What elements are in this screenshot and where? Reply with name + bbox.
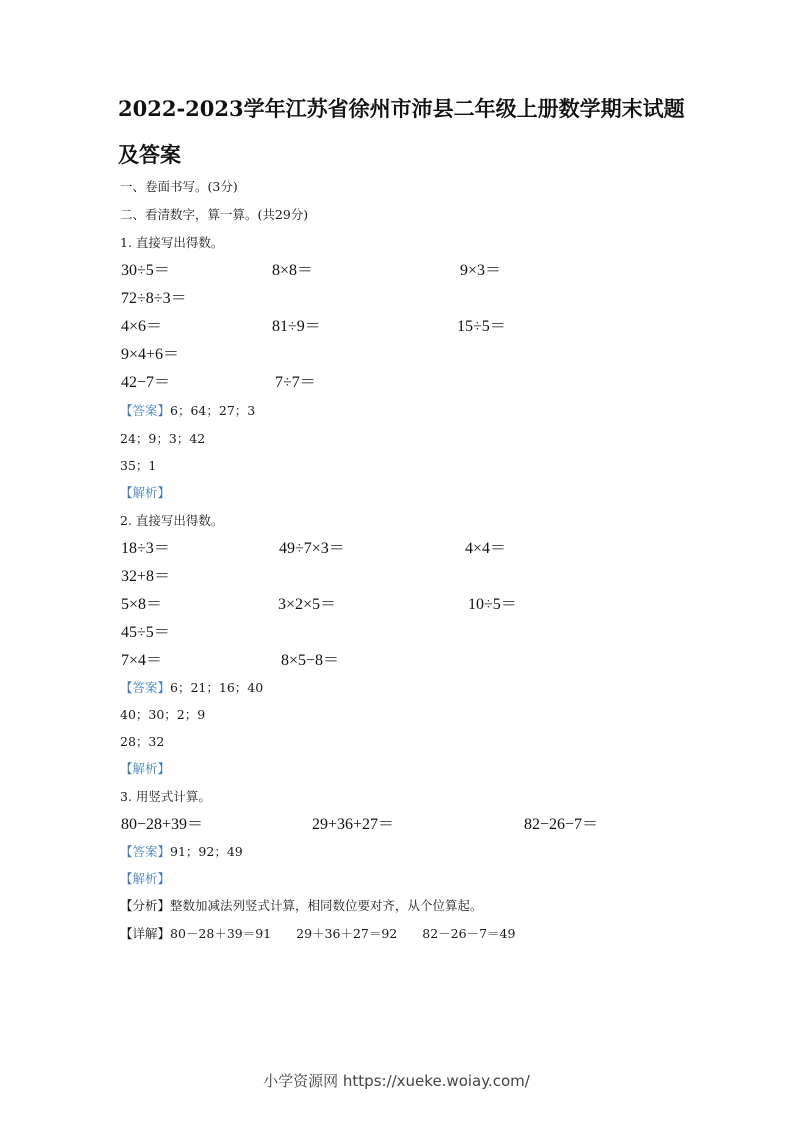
q1-analysis-label: 【解析】 — [120, 485, 171, 500]
q2-problem: 18÷3＝ — [121, 540, 170, 557]
q2-problem: 8×5−8＝ — [281, 652, 340, 669]
section-2-heading: 二、看清数字，算一算。(共29分) — [120, 207, 309, 222]
q2-problem: 4×4＝ — [465, 540, 507, 557]
q1-problem: 4×6＝ — [121, 318, 163, 335]
fenxi-label: 【分析】 — [120, 898, 171, 913]
q1-answer-line: 24；9；3；42 — [120, 431, 206, 446]
document-title-line1: 2022-2023学年江苏省徐州市沛县二年级上册数学期末试题 — [118, 96, 685, 121]
xiangjie-text: 80－28＋39＝91 29＋36＋27＝92 82－26－7＝49 — [170, 926, 516, 941]
q3-fenxi — [120, 898, 483, 914]
q3-problem: 80−28+39＝ — [121, 816, 204, 833]
q2-answer — [120, 680, 263, 696]
q2-problem: 10÷5＝ — [468, 596, 517, 613]
fenxi-text: 整数加减法列竖式计算，相同数位要对齐，从个位算起。 — [170, 898, 483, 913]
q2-problem: 5×8＝ — [121, 596, 163, 613]
q1-problem: 8×8＝ — [272, 262, 314, 279]
answer-text: 91；92；49 — [170, 844, 243, 859]
answer-label: 【答案】 — [120, 844, 171, 859]
q1-problem: 30÷5＝ — [121, 262, 170, 279]
document-title-line2: 及答案 — [118, 142, 181, 167]
q2-answer-line: 40；30；2；9 — [120, 707, 206, 722]
q1-answer-line: 35；1 — [120, 458, 157, 473]
q3-heading: 3. 用竖式计算。 — [120, 789, 211, 804]
q1-problem: 7÷7＝ — [275, 374, 316, 391]
answer-label: 【答案】 — [120, 403, 171, 418]
xiangjie-label: 【详解】 — [120, 926, 171, 941]
q2-problem: 45÷5＝ — [121, 624, 170, 641]
q3-problem: 82−26−7＝ — [524, 816, 599, 833]
q1-problem: 9×3＝ — [460, 262, 502, 279]
q1-answer — [120, 403, 255, 419]
q1-problem: 9×4+6＝ — [121, 346, 180, 363]
q2-answer-line: 28；32 — [120, 734, 165, 749]
q2-heading: 2. 直接写出得数。 — [120, 513, 224, 528]
q1-problem: 72÷8÷3＝ — [121, 290, 187, 307]
footer-watermark: 小学资源网 https://xueke.woiay.com/ — [263, 1072, 530, 1090]
q2-analysis-label: 【解析】 — [120, 761, 171, 776]
q3-problem: 29+36+27＝ — [312, 816, 395, 833]
q3-answer — [120, 844, 243, 860]
q3-xiangjie — [120, 926, 515, 942]
q2-problem: 49÷7×3＝ — [279, 540, 345, 557]
q1-problem: 15÷5＝ — [457, 318, 506, 335]
answer-label: 【答案】 — [120, 680, 171, 695]
q1-problem: 42−7＝ — [121, 374, 171, 391]
q3-analysis-label: 【解析】 — [120, 871, 171, 886]
q2-problem: 3×2×5＝ — [278, 596, 337, 613]
section-1-heading: 一、卷面书写。(3分) — [120, 179, 238, 194]
q2-problem: 7×4＝ — [121, 652, 163, 669]
q1-heading: 1. 直接写出得数。 — [120, 235, 224, 250]
q1-problem: 81÷9＝ — [272, 318, 321, 335]
answer-text: 6；21；16；40 — [170, 680, 264, 695]
answer-text: 6；64；27；3 — [170, 403, 256, 418]
q2-problem: 32+8＝ — [121, 568, 171, 585]
